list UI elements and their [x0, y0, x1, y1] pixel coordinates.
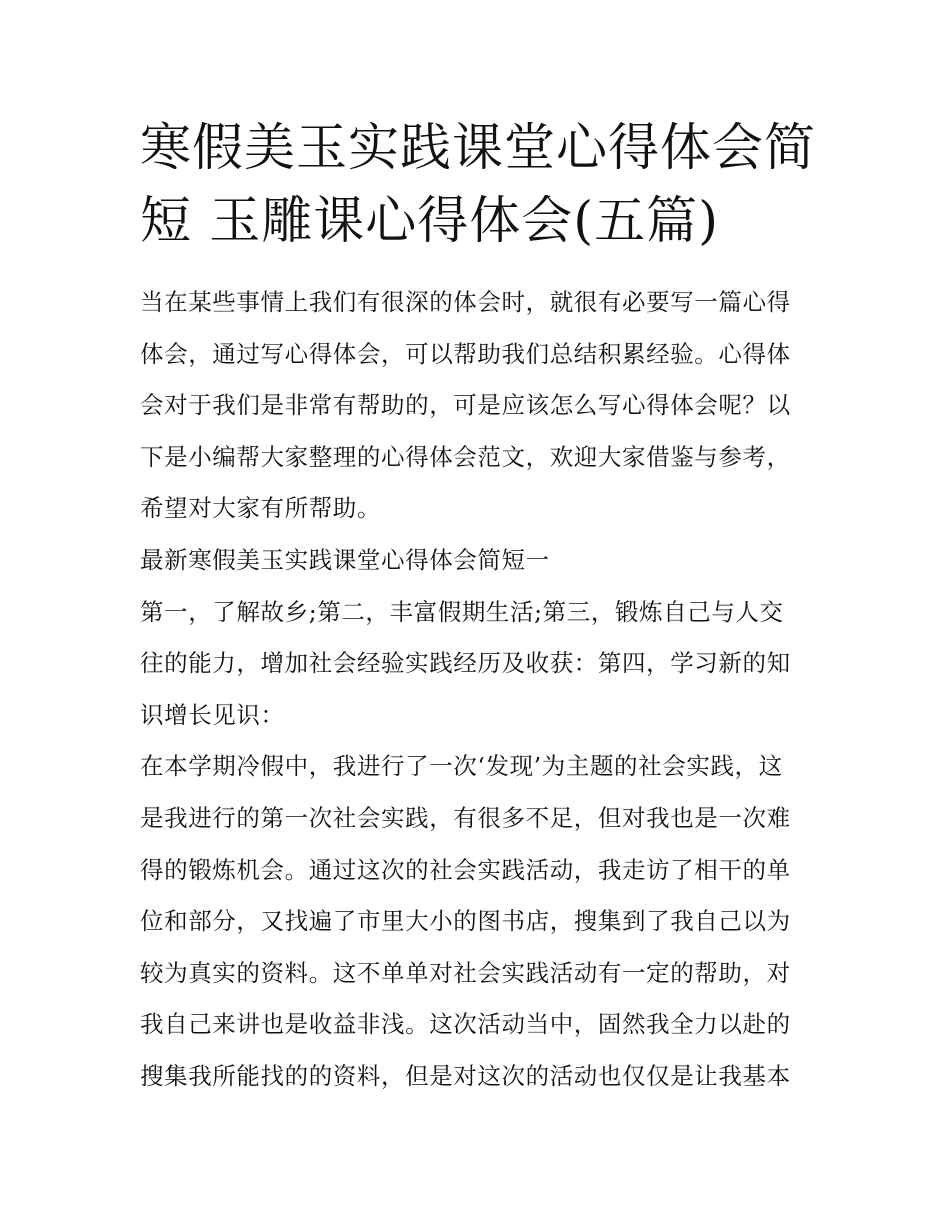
- title-line: 寒假美玉实践课堂心得体会简: [140, 119, 817, 178]
- body-line: 是我进行的第一次社会实践，有很多不足，但对我也是一次难: [140, 803, 791, 832]
- body-line: 较为真实的资料。这不单单对社会实践活动有一定的帮助，对: [140, 958, 791, 987]
- body-line: 当在某些事情上我们有很深的体会时，就很有必要写一篇心得: [140, 288, 791, 316]
- body-line: 会对于我们是非常有帮助的，可是应该怎么写心得体会呢？以: [140, 391, 791, 420]
- body-line: 得的锻炼机会。通过这次的社会实践活动，我走访了相干的单: [140, 855, 791, 884]
- body-line: 体会，通过写心得体会，可以帮助我们总结积累经验。心得体: [140, 339, 791, 368]
- body-line: 往的能力，增加社会经验实践经历及收获：第四，学习新的知: [140, 649, 791, 678]
- body-line: 位和部分，又找遍了市里大小的图书店，搜集到了我自己以为: [140, 907, 791, 936]
- body-line: 第一，了解故乡;第二，丰富假期生活;第三，锻炼自己与人交: [140, 597, 784, 626]
- section-heading: 最新寒假美玉实践课堂心得体会简短一: [140, 545, 550, 574]
- body-line: 在本学期冷假中，我进行了一次‘发现’为主题的社会实践，这: [140, 752, 783, 781]
- body-line: 我自己来讲也是收益非浅。这次活动当中，固然我全力以赴的: [140, 1010, 791, 1039]
- title-line: 短 玉雕课心得体会(五篇): [140, 192, 720, 251]
- body-line: 搜集我所能找的的资料，但是对这次的活动也仅仅是让我基本: [140, 1061, 791, 1090]
- document-body: [140, 280, 820, 1106]
- document-title: [140, 112, 820, 258]
- body-line: 希望对大家有所帮助。: [140, 494, 381, 523]
- body-line: 下是小编帮大家整理的心得体会范文，欢迎大家借鉴与参考，: [140, 442, 791, 471]
- body-line: 识增长见识：: [140, 700, 285, 729]
